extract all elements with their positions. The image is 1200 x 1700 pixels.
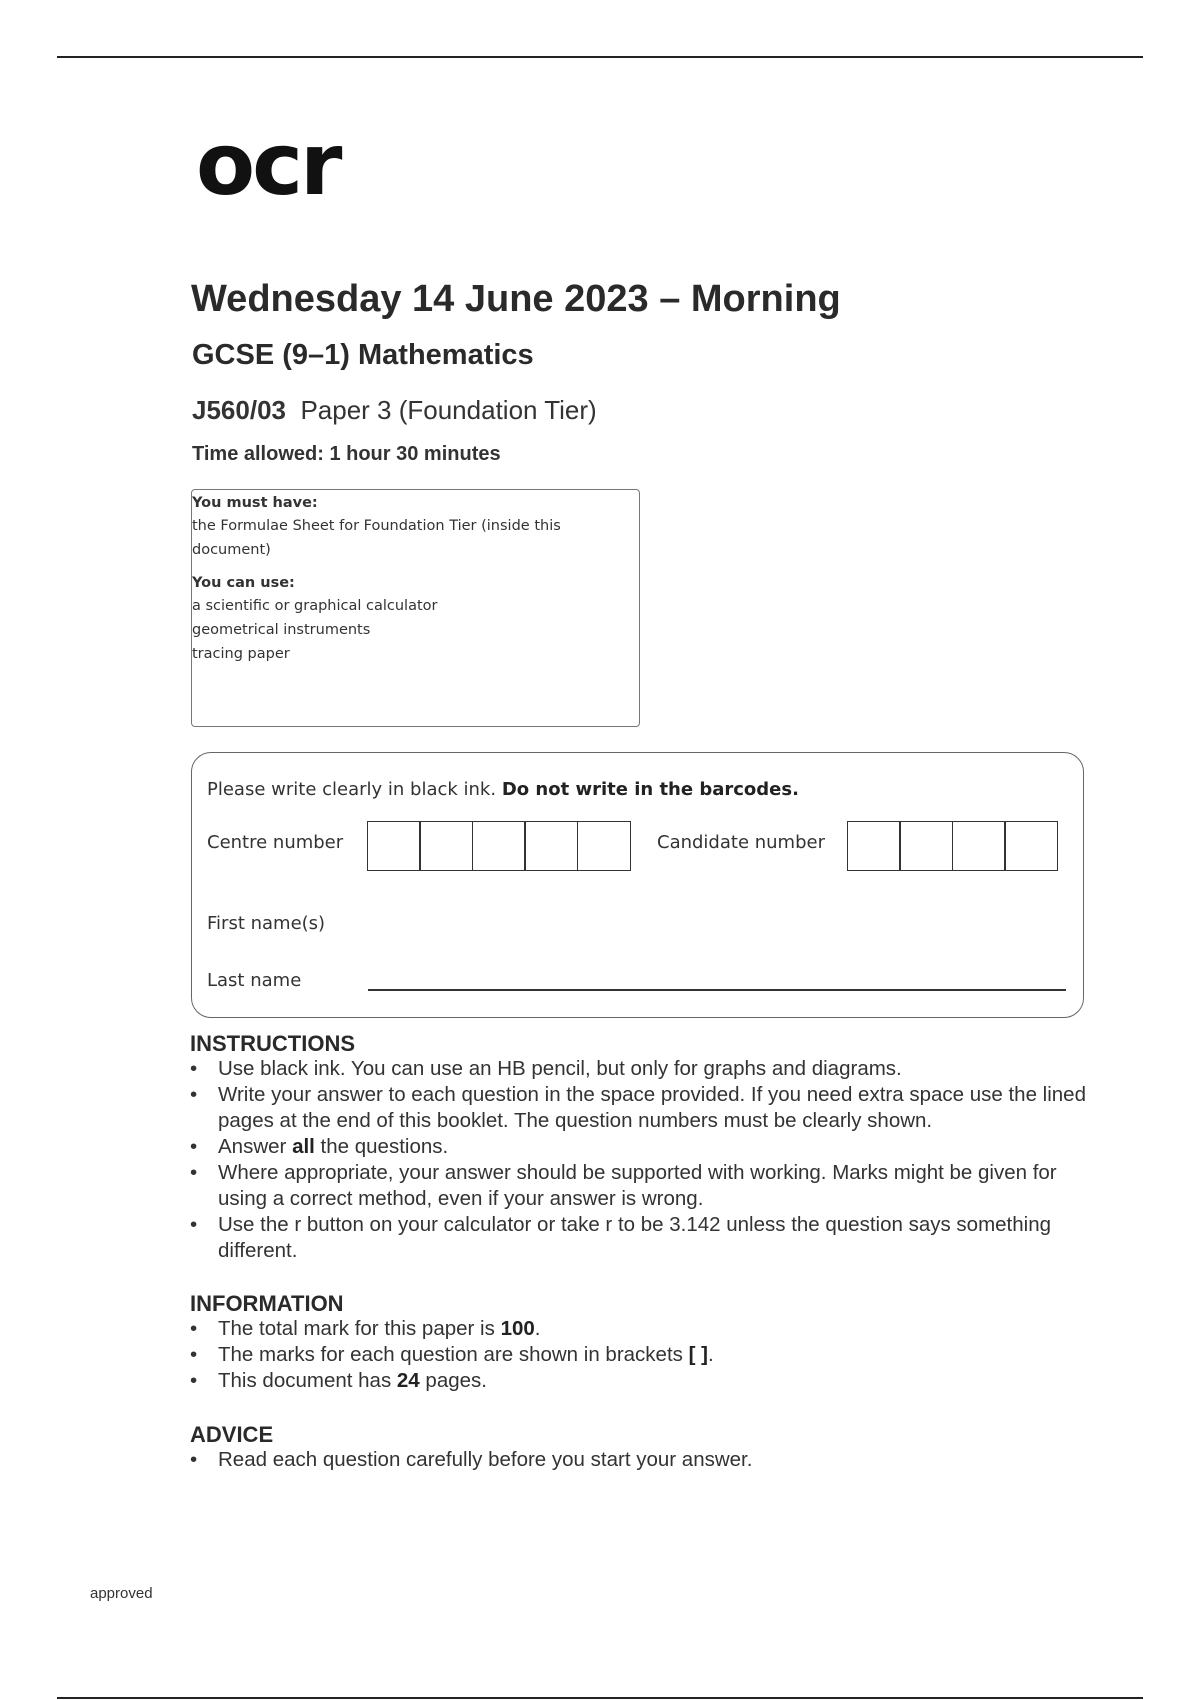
can-use-item: geometrical instruments — [192, 622, 371, 638]
bullet-text: . — [534, 1317, 541, 1340]
bullet-item — [190, 1316, 1090, 1342]
time-allowed: Time allowed: 1 hour 30 minutes — [192, 443, 501, 465]
bullet-item — [190, 1447, 1090, 1473]
bullet-text: Use black ink. You can use an HB pencil, but only for graphs and diagrams. — [218, 1057, 902, 1080]
approved-note: approved — [90, 1585, 153, 1602]
information-heading: INFORMATION — [190, 1291, 344, 1316]
advice-heading: ADVICE — [190, 1422, 274, 1447]
bullet-text: pages. — [419, 1369, 487, 1392]
bullet-item — [190, 1342, 1090, 1368]
bullet-item — [190, 1368, 1090, 1394]
bullet-text: Read each question carefully before you start your answer. — [218, 1448, 753, 1471]
paper-name: Paper 3 (Foundation Tier) — [300, 395, 597, 425]
ink-note — [207, 779, 799, 800]
can-use-item: tracing paper — [192, 646, 290, 662]
bullet-item — [190, 1134, 1090, 1160]
bullet-text: The total mark for this paper is — [218, 1317, 501, 1340]
ocr-logo: ocr — [196, 115, 340, 215]
bullet-text: This document has — [218, 1369, 397, 1392]
centre-number-label: Centre number — [207, 832, 344, 853]
candidate-number-label: Candidate number — [657, 832, 825, 853]
ink-instruction: Please write clearly in black ink. — [207, 779, 497, 800]
bullet-text: The marks for each question are shown in brackets — [218, 1343, 689, 1366]
instructions-list — [190, 1056, 1090, 1264]
bullet-text: the questions. — [314, 1135, 449, 1158]
bullet-emphasis: [ ] — [688, 1343, 708, 1366]
centre-number-field[interactable] — [368, 821, 631, 871]
barcode-warning: Do not write in the barcodes. — [501, 779, 799, 800]
centre-digit-box[interactable] — [367, 821, 421, 871]
bullet-text: Write your answer to each question in the space provided. If you need extra space use the lined pages at the end of this booklet. The question numbers must be clearly shown. — [218, 1083, 1086, 1132]
centre-digit-box[interactable] — [524, 821, 578, 871]
bullet-text: Answer — [218, 1135, 293, 1158]
bottom-rule — [57, 1697, 1143, 1699]
bullet-text: . — [707, 1343, 714, 1366]
last-name-label: Last name — [207, 970, 302, 991]
candidate-digit-box[interactable] — [952, 821, 1006, 871]
can-use-item: a scientific or graphical calculator — [192, 598, 438, 614]
must-have-item: the Formulae Sheet for Foundation Tier (inside this document) — [192, 518, 561, 558]
top-rule — [57, 56, 1143, 58]
bullet-emphasis: 24 — [396, 1369, 420, 1392]
bullet-text: Use the r button on your calculator or take r to be 3.142 unless the question says something different. — [218, 1213, 1052, 1262]
can-use-list — [192, 594, 639, 666]
must-have-list — [192, 514, 639, 562]
information-list — [190, 1316, 1090, 1394]
paper-line — [192, 395, 597, 426]
candidate-details-box — [191, 752, 1084, 1018]
paper-code: J560/03 — [192, 395, 286, 425]
equipment-box — [191, 489, 640, 727]
must-have-heading: You must have: — [192, 495, 318, 511]
bullet-emphasis: 100 — [500, 1317, 535, 1340]
subject-title: GCSE (9–1) Mathematics — [192, 339, 534, 371]
candidate-digit-box[interactable] — [847, 821, 901, 871]
bullet-text: Where appropriate, your answer should be supported with working. Marks might be given for using a correct method, even if your answer is wrong. — [218, 1161, 1057, 1210]
exam-date-title: Wednesday 14 June 2023 – Morning — [191, 278, 841, 320]
centre-digit-box[interactable] — [419, 821, 473, 871]
can-use-heading: You can use: — [192, 575, 295, 591]
candidate-number-field[interactable] — [848, 821, 1058, 871]
instructions-heading: INSTRUCTIONS — [190, 1031, 355, 1056]
advice-list — [190, 1447, 1090, 1473]
candidate-digit-box[interactable] — [1004, 821, 1058, 871]
bullet-item — [190, 1160, 1090, 1212]
first-name-label: First name(s) — [207, 913, 326, 934]
centre-digit-box[interactable] — [472, 821, 526, 871]
centre-digit-box[interactable] — [577, 821, 631, 871]
bullet-item — [190, 1056, 1090, 1082]
bullet-emphasis: all — [292, 1135, 315, 1158]
last-name-field[interactable] — [368, 989, 1066, 991]
candidate-digit-box[interactable] — [899, 821, 953, 871]
bullet-item — [190, 1082, 1090, 1134]
bullet-item — [190, 1212, 1090, 1264]
